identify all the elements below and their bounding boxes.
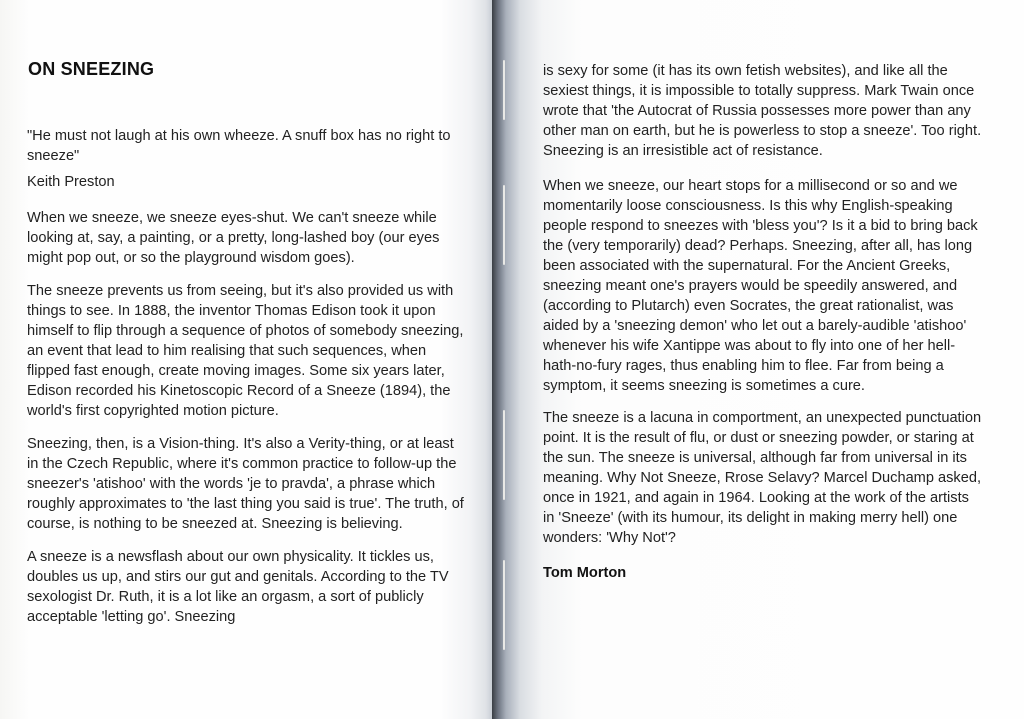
- paragraph: The sneeze is a lacuna in comportment, an unexpected punctuation point. It is the result of flu, or dust or sneezing powder, or staring at the sun. The sneeze is universal, although far from universal in its meaning. Why Not Sneeze, Rrose Selavy? Marcel Duchamp asked, once in 1921, and again in 1964. Looking at the work of the artists in 'Sneeze' (with its humour, its delight in making merry hell) one wonders: 'Why Not'?: [543, 410, 982, 546]
- epigraph-attribution: Keith Preston: [27, 174, 115, 190]
- paragraph: When we sneeze, we sneeze eyes-shut. We can't sneeze while looking at, say, a painting, or a pretty, long-lashed boy (our eyes might pop out, or so the playground wisdom goes).: [27, 210, 440, 266]
- binding-thread: [503, 185, 505, 265]
- right-column: [543, 61, 983, 583]
- binding-thread: [503, 560, 505, 650]
- left-column: [27, 126, 467, 639]
- author-name: Tom Morton: [543, 565, 627, 581]
- paragraph: When we sneeze, our heart stops for a millisecond or so and we momentarily loose consciousness. Is this why English-speaking people respond to sneezes with 'bless you'? Is it a bid to bring back the (very temporarily) dead? Perhaps. Sneezing, after all, has long been associated with the supernatural. For the Ancient Greeks, sneezing meant one's prayers would be speedily answered, and (according to Plutarch) even Socrates, the great rationalist, was aided by a 'sneezing demon' who let out a barely-audible 'atishoo' whenever his wife Xantippe was about to fly into one of her hell-hath-no-fury rages, thus enabling him to flee. Far from being a symptom, it seems sneezing is sometimes a cure.: [543, 178, 978, 394]
- paragraph: The sneeze prevents us from seeing, but it's also provided us with things to see. In 1888, the inventor Thomas Edison took it upon himself to flip through a sequence of photos of somebody sneezing, an event that lead to him realising that such sequences, when flipped fast enough, create moving images. Some six years later, Edison recorded his Kinetoscopic Record of a Sneeze (1894), the world's first copyrighted motion picture.: [27, 283, 464, 419]
- binding-thread: [503, 60, 505, 120]
- paragraph: is sexy for some (it has its own fetish websites), and like all the sexiest things, it is impossible to totally suppress. Mark Twain once wrote that 'the Autocrat of Russia possesses more power than any other man on earth, but he is powerless to stop a sneeze'. Too right. Sneezing is an irresistible act of resistance.: [543, 63, 982, 159]
- paragraph: Sneezing, then, is a Vision-thing. It's also a Verity-thing, or at least in the Czech Republic, where it's common practice to follow-up the sneezer's 'atishoo' with the words 'je to pravda', a phrase which roughly approximates to 'the last thing you said is true'. The truth, of course, is nothing to be sneezed at. Sneezing is believing.: [27, 436, 464, 532]
- epigraph-quote: "He must not laugh at his own wheeze. A snuff box has no right to sneeze": [27, 128, 451, 164]
- paragraph: A sneeze is a newsflash about our own physicality. It tickles us, doubles us up, and stirs our gut and genitals. According to the TV sexologist Dr. Ruth, it is a lot like an orgasm, a sort of publicly acceptable 'letting go'. Sneezing: [27, 549, 449, 625]
- binding-thread: [503, 410, 505, 500]
- article-title: ON SNEEZING: [28, 59, 155, 79]
